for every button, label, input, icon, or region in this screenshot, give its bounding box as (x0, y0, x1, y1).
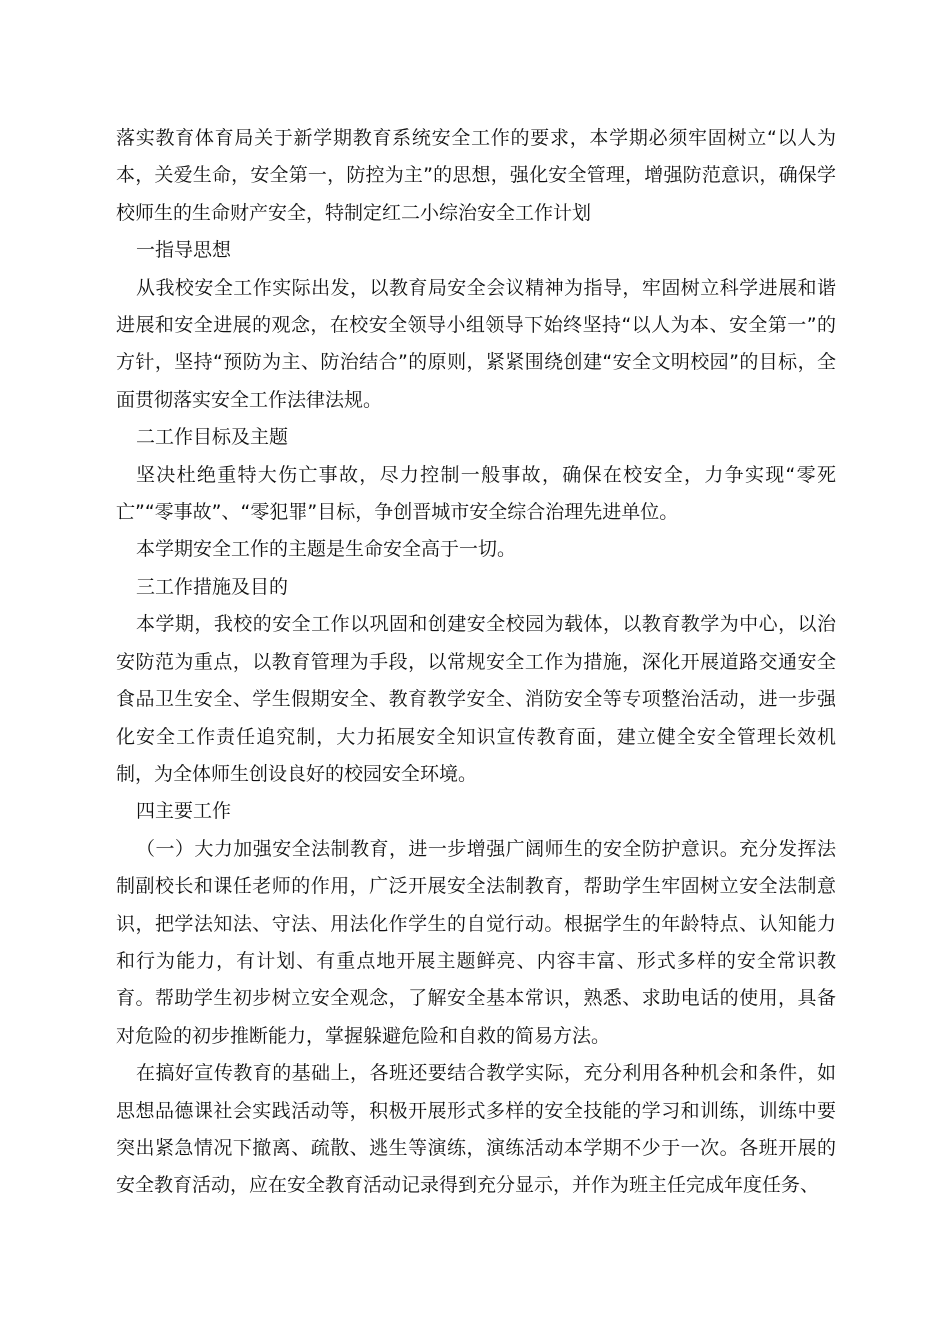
measures-paragraph: 本学期，我校的安全工作以巩固和创建安全校园为载体，以教育教学为中心，以治安防范为重点，以教育管理为手段，以常规安全工作为措施，深化开展道路交通安全食品卫生安全、学生假期安全、教育教学安全、消防安全等专项整治活动，进一步强化安全工作责任追究制，大力拓展安全知识宣传教育面，建立健全安全管理长效机制，为全体师生创设良好的校园安全环境。 (116, 613, 836, 785)
guiding-ideology-paragraph: 从我校安全工作实际出发，以教育局安全会议精神为指导，牢固树立科学进展和谐进展和安全进展的观念，在校安全领导小组领导下始终坚持“以人为本、安全第一”的方针，坚持“预防为主、防治结合”的原则，紧紧围绕创建“安全文明校园”的目标，全面贯彻落实安全工作法律法规。 (116, 276, 836, 411)
section-heading-main-work: 四主要工作 (136, 800, 232, 823)
goals-paragraph: 坚决杜绝重特大伤亡事故，尽力控制一般事故，确保在校安全，力争实现“零死亡”“零事故”、“零犯罪”目标，争创晋城市安全综合治理先进单位。 (116, 463, 836, 524)
document-body (116, 120, 836, 1205)
section-heading-goals: 二工作目标及主题 (136, 426, 289, 449)
intro-paragraph: 落实教育体育局关于新学期教育系统安全工作的要求，本学期必须牢固树立“以人为本，关爱生命，安全第一，防控为主”的思想，强化安全管理，增强防范意识，确保学校师生的生命财产安全，特制定红二小综治安全工作计划 (116, 127, 836, 224)
section-heading-measures: 三工作措施及目的 (136, 575, 289, 598)
theme-paragraph: 本学期安全工作的主题是生命安全高于一切。 (136, 538, 517, 561)
section-heading-guiding-ideology: 一指导思想 (136, 239, 232, 262)
main-work-paragraph-2: 在搞好宣传教育的基础上，各班还要结合教学实际，充分利用各种机会和条件，如思想品德课社会实践活动等，积极开展形式多样的安全技能的学习和训练，训练中要突出紧急情况下撤离、疏散、逃生等演练，演练活动本学期不少于一次。各班开展的安全教育活动，应在安全教育活动记录得到充分显示，并作为班主任完成年度任务、 (116, 1062, 836, 1197)
main-work-paragraph-1: （一）大力加强安全法制教育，进一步增强广阔师生的安全防护意识。充分发挥法制副校长和课任老师的作用，广泛开展安全法制教育，帮助学生牢固树立安全法制意识，把学法知法、守法、用法化作学生的自觉行动。根据学生的年龄特点、认知能力和行为能力，有计划、有重点地开展主题鲜亮、内容丰富、形式多样的安全常识教育。帮助学生初步树立安全观念，了解安全基本常识，熟悉、求助电话的使用，具备对危险的初步推断能力，掌握躲避危险和自救的简易方法。 (116, 837, 836, 1047)
